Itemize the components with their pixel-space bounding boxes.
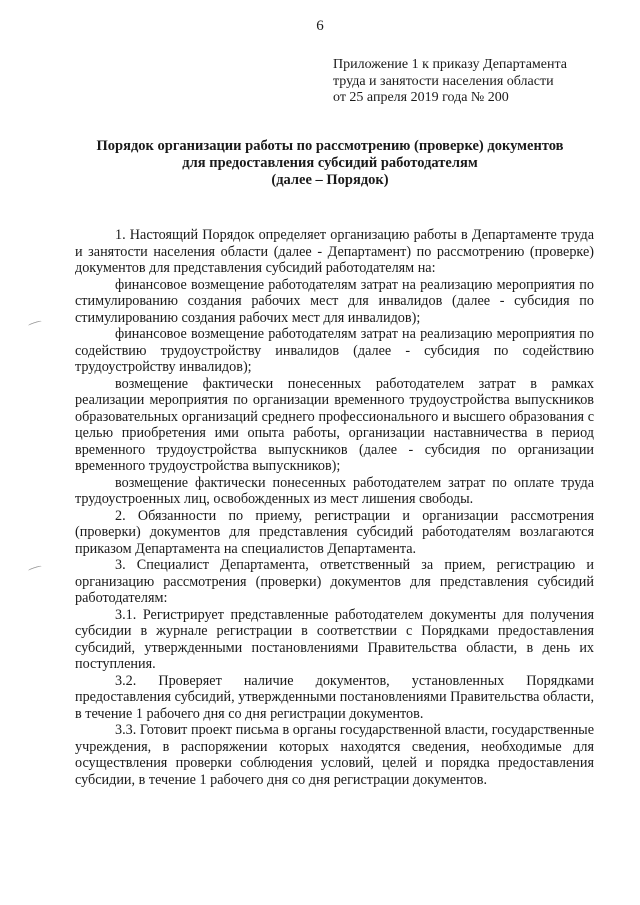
title-line-1: Порядок организации работы по рассмотрению (проверке) документов — [96, 138, 564, 154]
scan-artifact-mark — [28, 320, 42, 327]
paragraph-3-3: 3.3. Готовит проект письма в органы государственной власти, государственные учреждения, в распоряжении которых находятся сведения, необходимые для осуществления проверки соблюдения условий, целей и порядка предоставления субсидии, в течение 1 рабочего дня со дня регистрации документов. — [75, 722, 594, 788]
document-body — [75, 227, 594, 788]
document-title — [60, 138, 600, 189]
paragraph-subsidy-jobs: финансовое возмещение работодателям затрат на реализацию мероприятия по стимулированию создания рабочих мест для инвалидов (далее - субсидия по стимулированию создания рабочих мест для инвалидов); — [75, 276, 594, 326]
title-line-3: (далее – Порядок) — [271, 172, 389, 188]
appendix-line-3: от 25 апреля 2019 года № 200 — [333, 90, 509, 105]
title-line-2: для предоставления субсидий работодателям — [182, 155, 478, 171]
paragraph-3: 3. Специалист Департамента, ответственный за прием, регистрацию и организацию рассмотрения (проверки) документов для представления субсидий работодателям: — [75, 557, 594, 606]
appendix-header — [333, 57, 603, 107]
appendix-line-2: труда и занятости населения области — [333, 73, 554, 89]
paragraph-3-2: 3.2. Проверяет наличие документов, установленных Порядками предоставления субсидий, утвержденными постановлениями Правительства области, в течение 1 рабочего дня со дня регистрации документов. — [75, 672, 594, 722]
paragraph-subsidy-released: возмещение фактически понесенных работодателем затрат по оплате труда трудоустроенных лиц, освобожденных из мест лишения свободы. — [75, 474, 594, 507]
paragraph-3-1: 3.1. Регистрирует представленные работодателем документы для получения субсидии в журнале регистрации в соответствии с Порядками предоставления субсидий, утвержденными постановлениями Правительства области, в день их поступления. — [75, 606, 594, 672]
appendix-line-1: Приложение 1 к приказу Департамента — [333, 57, 567, 72]
scan-artifact-mark — [28, 565, 42, 572]
page-number: 6 — [316, 18, 324, 34]
paragraph-subsidy-employment: финансовое возмещение работодателям затрат на реализацию мероприятия по содействию трудоустройству инвалидов (далее - субсидия по содействию трудоустройству инвалидов); — [75, 326, 594, 375]
paragraph-1: 1. Настоящий Порядок определяет организацию работы в Департаменте труда и занятости населения области (далее - Департамент) по рассмотрению (проверке) документов для представления субсидий работодателям на: — [75, 227, 594, 276]
paragraph-subsidy-graduates: возмещение фактически понесенных работодателем затрат в рамках реализации мероприятия по организации временного трудоустройства выпускников образовательных организаций среднего профессионального и высшего образования с целью приобретения ими опыта работы, организации наставничества в период временного трудоустройства выпускников (далее - субсидия по организации временного трудоустройства выпускников); — [75, 375, 594, 474]
paragraph-2: 2. Обязанности по приему, регистрации и организации рассмотрения (проверки) документов для представления субсидий работодателям возлагаются приказом Департамента на специалистов Департамента. — [75, 507, 594, 557]
